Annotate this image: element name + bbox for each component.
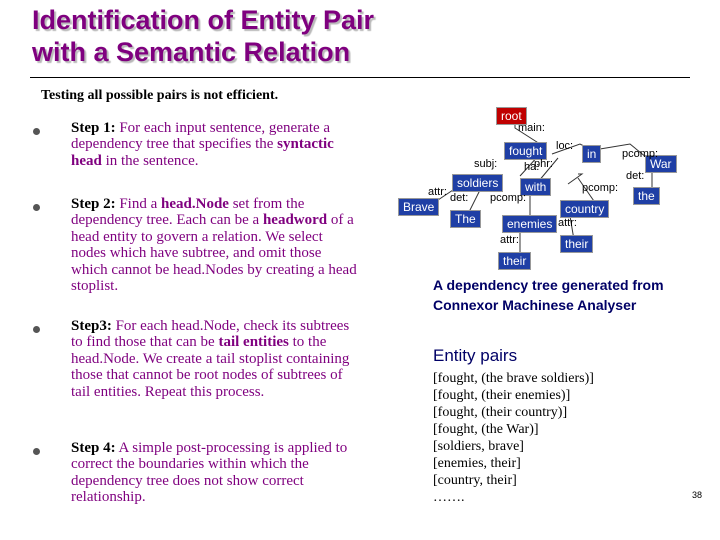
step-text [71, 318, 361, 400]
entity-pair: [fought, (their enemies)] [433, 388, 571, 403]
relation-ha: ha: [524, 161, 540, 173]
bullet-icon [33, 204, 40, 211]
step-label: Step 1: [71, 120, 116, 136]
slide-title [32, 4, 692, 68]
step-text-segment: of a head entity to govern a relation. We select nodes which have subtree, and omit those which cannot be head.Nodes by creating a head stoplist. [71, 212, 357, 295]
relation-subj: subj: [474, 158, 498, 170]
tree-node-war: War [645, 155, 677, 173]
tree-caption [433, 275, 664, 315]
tree-node-country: country [560, 200, 609, 218]
step-label: Step3: [71, 318, 112, 334]
entity-pair: [fought, (their country)] [433, 405, 568, 420]
tree-node-in: in [582, 145, 601, 163]
step-keyword: syntactic head [71, 136, 334, 169]
entity-pair: [fought, (the brave soldiers)] [433, 371, 594, 386]
page-number: 38 [692, 490, 703, 500]
bullet-icon [33, 326, 40, 333]
tree-node-enemies: enemies [502, 215, 557, 233]
step-text-segment: For each input sentence, generate a dependency tree that specifies the [71, 120, 331, 153]
step-keyword: headword [262, 212, 328, 229]
tree-node-the-article: The [450, 210, 481, 228]
tree-node-their-country: their [560, 235, 593, 253]
edge-with-for [568, 174, 582, 184]
entity-pair-ellipsis: ……. [433, 490, 465, 505]
step-text-segment: A simple post-processing is applied to correct the boundaries within which the dependency tree does not show correct relationship. [71, 440, 348, 506]
entity-pair: [soldiers, brave] [433, 439, 524, 454]
step-text-segment: in the sentence. [101, 152, 199, 169]
tree-node-fought: fought [504, 142, 547, 160]
relation-phr: phr: [534, 158, 553, 170]
relation-det-the: det: [450, 192, 469, 204]
step-text-segment: Find a [115, 196, 162, 212]
step-text [71, 196, 361, 294]
tree-node-their-enemies: their [498, 252, 531, 270]
title-line-1: Identification of Entity Pair [32, 5, 375, 35]
relation-main: main: [518, 122, 545, 134]
entity-pairs-list [433, 370, 594, 506]
title-line-2: with a Semantic Relation [32, 37, 351, 67]
bullet-icon [33, 128, 40, 135]
tree-node-with: with [520, 178, 551, 196]
step-text-segment: to the head.Node. We create a tail stoplist containing those that cannot be root nodes of subtrees of tail entities. Repeat this process. [71, 334, 350, 400]
step-text-segment: For each head.Node, check its subtrees to find those that can be [71, 318, 350, 351]
relation-pcomp-enemies: pcomp: [490, 192, 527, 204]
caption-line-1: A dependency tree generated from [433, 277, 664, 293]
relation-pcomp-country: pcomp: [582, 182, 619, 194]
title-divider [30, 77, 690, 78]
entity-pairs-heading: Entity pairs [433, 346, 518, 365]
step-label: Step 2: [71, 196, 116, 212]
caption-line-2: Connexor Machinese Analyser [433, 297, 637, 313]
step-text-segment: set from the dependency tree. Each can be a [71, 196, 305, 229]
step-text [71, 120, 361, 169]
step-label: Step 4: [71, 440, 116, 456]
dependency-tree [390, 104, 710, 274]
relation-attr-country: attr: [558, 217, 577, 229]
relation-det-war: det: [626, 170, 645, 182]
relation-loc: loc: [556, 140, 574, 152]
tree-node-the: the [633, 187, 660, 205]
relation-attr-brave: attr: [428, 186, 447, 198]
step-text [71, 440, 361, 506]
tree-node-soldiers: soldiers [452, 174, 503, 192]
relation-pcomp-war: pcomp: [622, 148, 659, 160]
bullet-icon [33, 448, 40, 455]
subtitle: Testing all possible pairs is not efficient. [41, 88, 279, 103]
tree-node-brave: Brave [398, 198, 439, 216]
entity-pair: [enemies, their] [433, 456, 521, 471]
tree-node-root: root [496, 107, 527, 125]
entity-pair: [fought, (the War)] [433, 422, 539, 437]
relation-attr-enemies: attr: [500, 234, 519, 246]
step-keyword: head.Node [161, 196, 229, 212]
step-keyword: tail entities [218, 334, 289, 351]
entity-pair: [country, their] [433, 473, 517, 488]
